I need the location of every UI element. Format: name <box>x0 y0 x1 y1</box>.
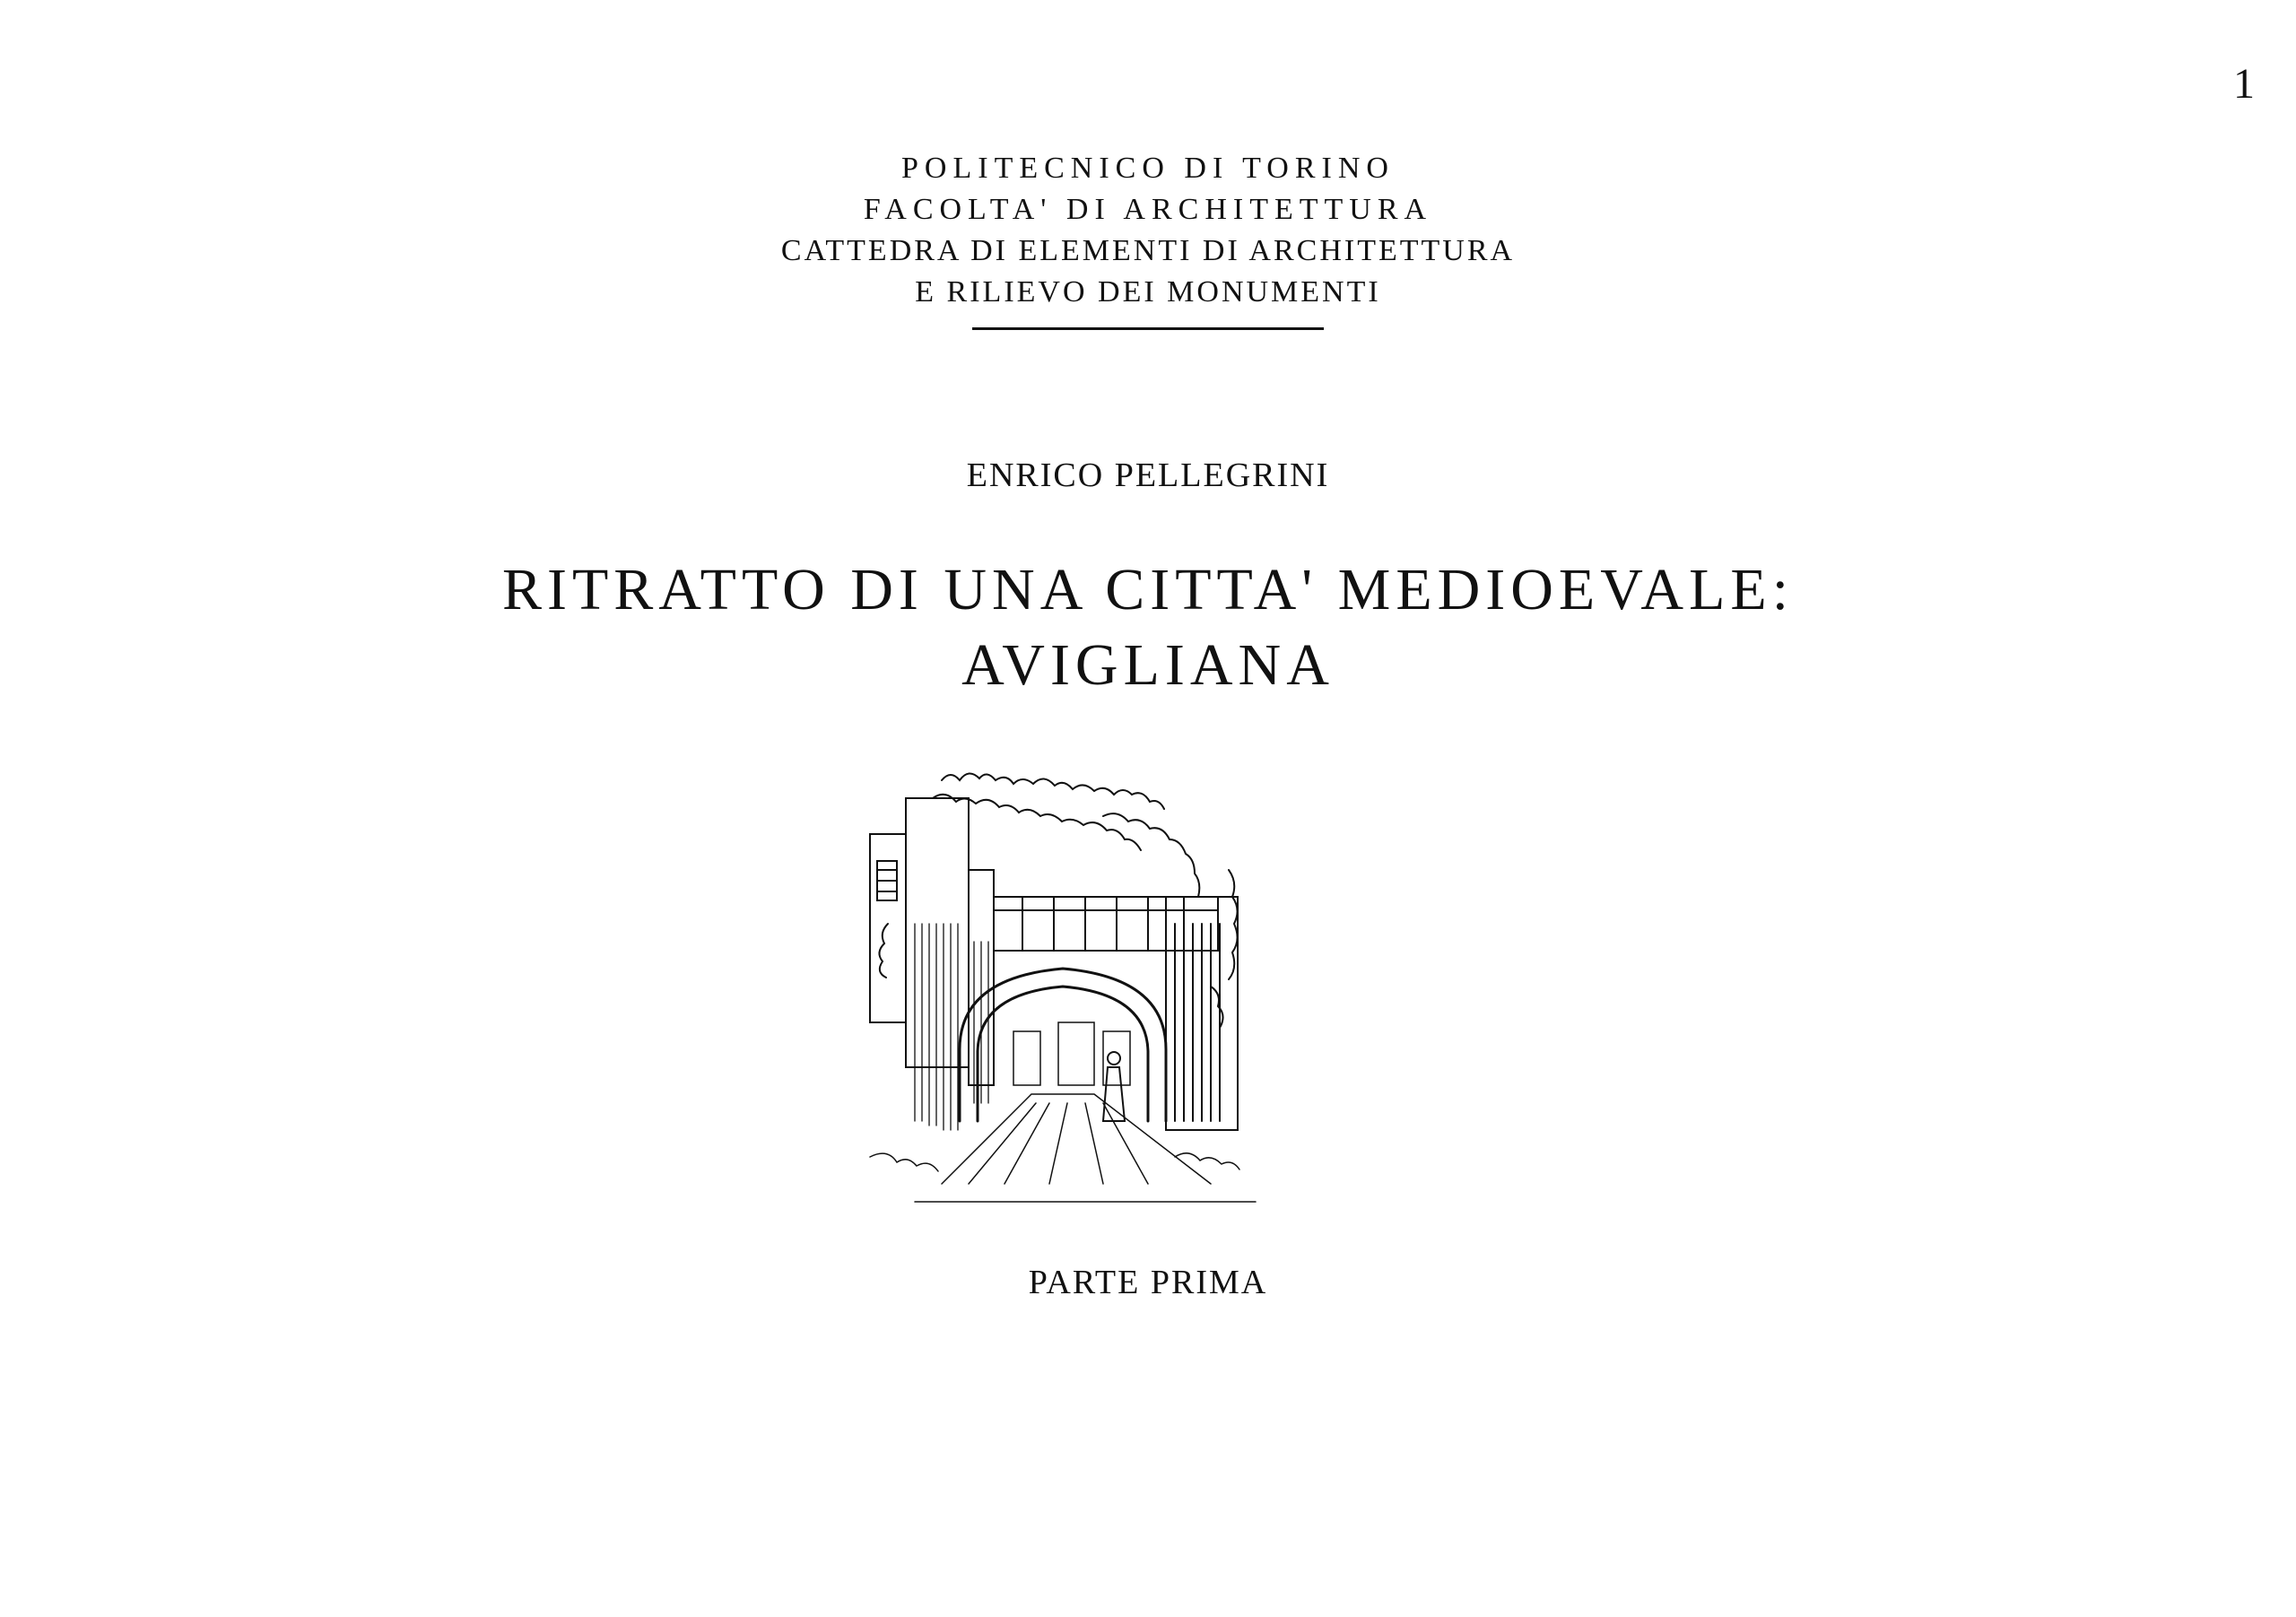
institution-line-faculty: FACOLTA' DI ARCHITETTURA <box>863 193 1433 226</box>
part-label: PARTE PRIMA <box>1028 1264 1268 1301</box>
book-title <box>0 552 2296 703</box>
institution-line-university: POLITECNICO DI TORINO <box>901 152 1395 185</box>
page-number: 1 <box>2233 60 2255 108</box>
book-title-line-1: RITRATTO DI UNA CITTA' MEDIOEVALE: <box>501 557 1795 622</box>
book-title-line-2: AVIGLIANA <box>961 632 1335 698</box>
institution-line-chair: CATTEDRA DI ELEMENTI DI ARCHITETTURA <box>780 234 1516 267</box>
author-name: ENRICO PELLEGRINI <box>966 456 1330 494</box>
arched-street-drawing-icon <box>834 762 1318 1211</box>
header-divider <box>972 327 1324 330</box>
institution-line-chair-continued: E RILIEVO DEI MONUMENTI <box>915 275 1381 309</box>
institution-header <box>0 148 2296 330</box>
